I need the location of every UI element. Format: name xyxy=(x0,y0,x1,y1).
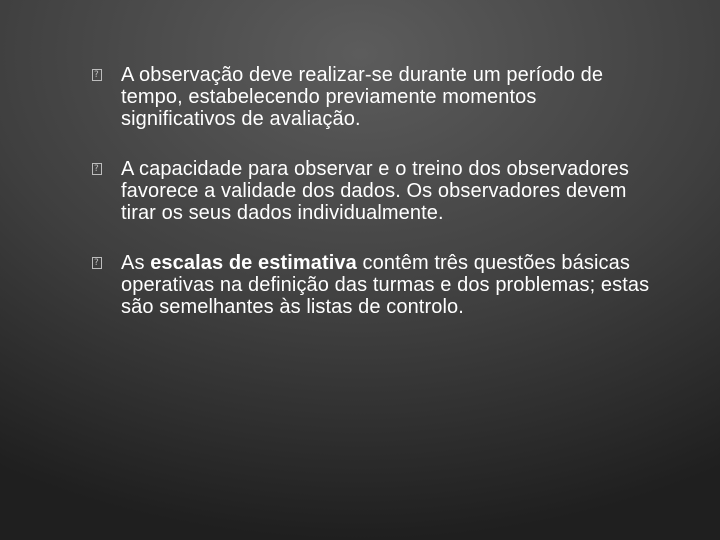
bullet-text-3 xyxy=(121,252,649,318)
missing-glyph-box-icon xyxy=(92,69,102,81)
bullet-text-1: A observação deve realizar-se durante um período de tempo, estabelecendo previamente momentos significativos de avaliação. xyxy=(121,64,604,130)
bullet-text-3-suffix: contêm três questões básicas operativas na definição das turmas e dos problemas; estas são semelhantes às listas de controlo. xyxy=(121,252,650,318)
bullet-text-2: A capacidade para observar e o treino dos observadores favorece a validade dos dados. Os observadores devem tirar os seus dados individualmente. xyxy=(121,158,629,224)
bullet-item-2 xyxy=(92,158,652,224)
missing-glyph-box-icon xyxy=(92,257,102,269)
bullet-text-3-prefix: As xyxy=(121,252,151,274)
bullet-list xyxy=(92,64,652,346)
bullet-item-1 xyxy=(92,64,652,130)
bullet-item-3 xyxy=(92,252,652,318)
missing-glyph-box-icon xyxy=(92,163,102,175)
bullet-text-3-strong: escalas de estimativa xyxy=(150,252,357,274)
